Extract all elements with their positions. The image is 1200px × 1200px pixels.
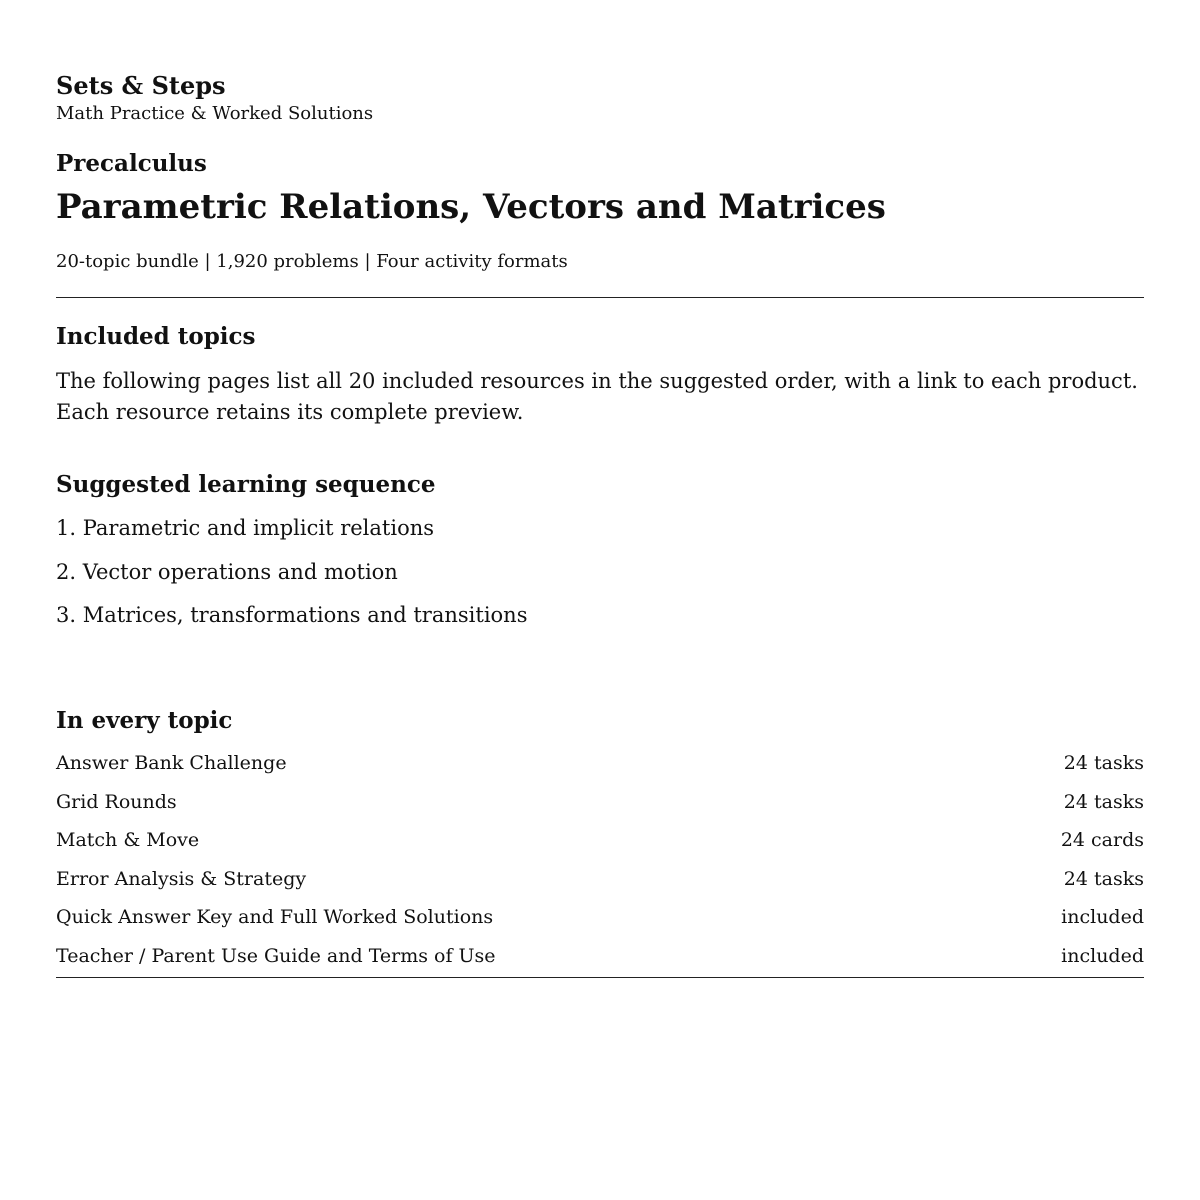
sequence-item: 3. Matrices, transformations and transitions: [56, 603, 528, 627]
top-divider: [56, 297, 1144, 298]
list-item: [56, 866, 1144, 892]
page-title: Parametric Relations, Vectors and Matrices: [56, 187, 886, 227]
item-label: Error Analysis & Strategy: [56, 867, 307, 890]
item-value: 24 cards: [1060, 829, 1144, 851]
item-label: Quick Answer Key and Full Worked Solutions: [56, 906, 494, 928]
bottom-divider: [56, 977, 1144, 978]
included-topics-text: The following pages list all 20 included resources in the suggested order, with a link to each product. Each resource retains its complete preview.: [56, 369, 1138, 424]
subject-label: Precalculus: [56, 150, 207, 177]
item-value: 24 tasks: [1063, 790, 1144, 813]
brand-name: Sets & Steps: [56, 71, 226, 100]
item-value: 24 tasks: [1063, 752, 1144, 774]
item-value: included: [1061, 906, 1144, 928]
item-value: included: [1061, 944, 1144, 967]
list-item: [56, 750, 1144, 776]
item-label: Grid Rounds: [56, 790, 177, 813]
bundle-meta: 20-topic bundle | 1,920 problems | Four activity formats: [56, 251, 568, 272]
sequence-list: [56, 513, 1144, 630]
list-item: [56, 943, 1144, 969]
sequence-item: 1. Parametric and implicit relations: [56, 516, 435, 540]
item-label: Teacher / Parent Use Guide and Terms of Use: [56, 944, 496, 967]
item-label: Answer Bank Challenge: [56, 752, 287, 774]
sequence-heading: Suggested learning sequence: [56, 471, 436, 498]
list-item: [56, 904, 1144, 930]
included-topics-heading: Included topics: [56, 323, 256, 350]
document-page: [56, 72, 1144, 978]
every-topic-list: [56, 750, 1144, 969]
list-item: [56, 789, 1144, 815]
brand-tagline: Math Practice & Worked Solutions: [56, 103, 374, 124]
sequence-item: 2. Vector operations and motion: [56, 559, 398, 584]
every-topic-heading: In every topic: [56, 707, 233, 734]
item-value: 24 tasks: [1063, 867, 1144, 890]
item-label: Match & Move: [56, 829, 200, 851]
list-item: [56, 827, 1144, 853]
